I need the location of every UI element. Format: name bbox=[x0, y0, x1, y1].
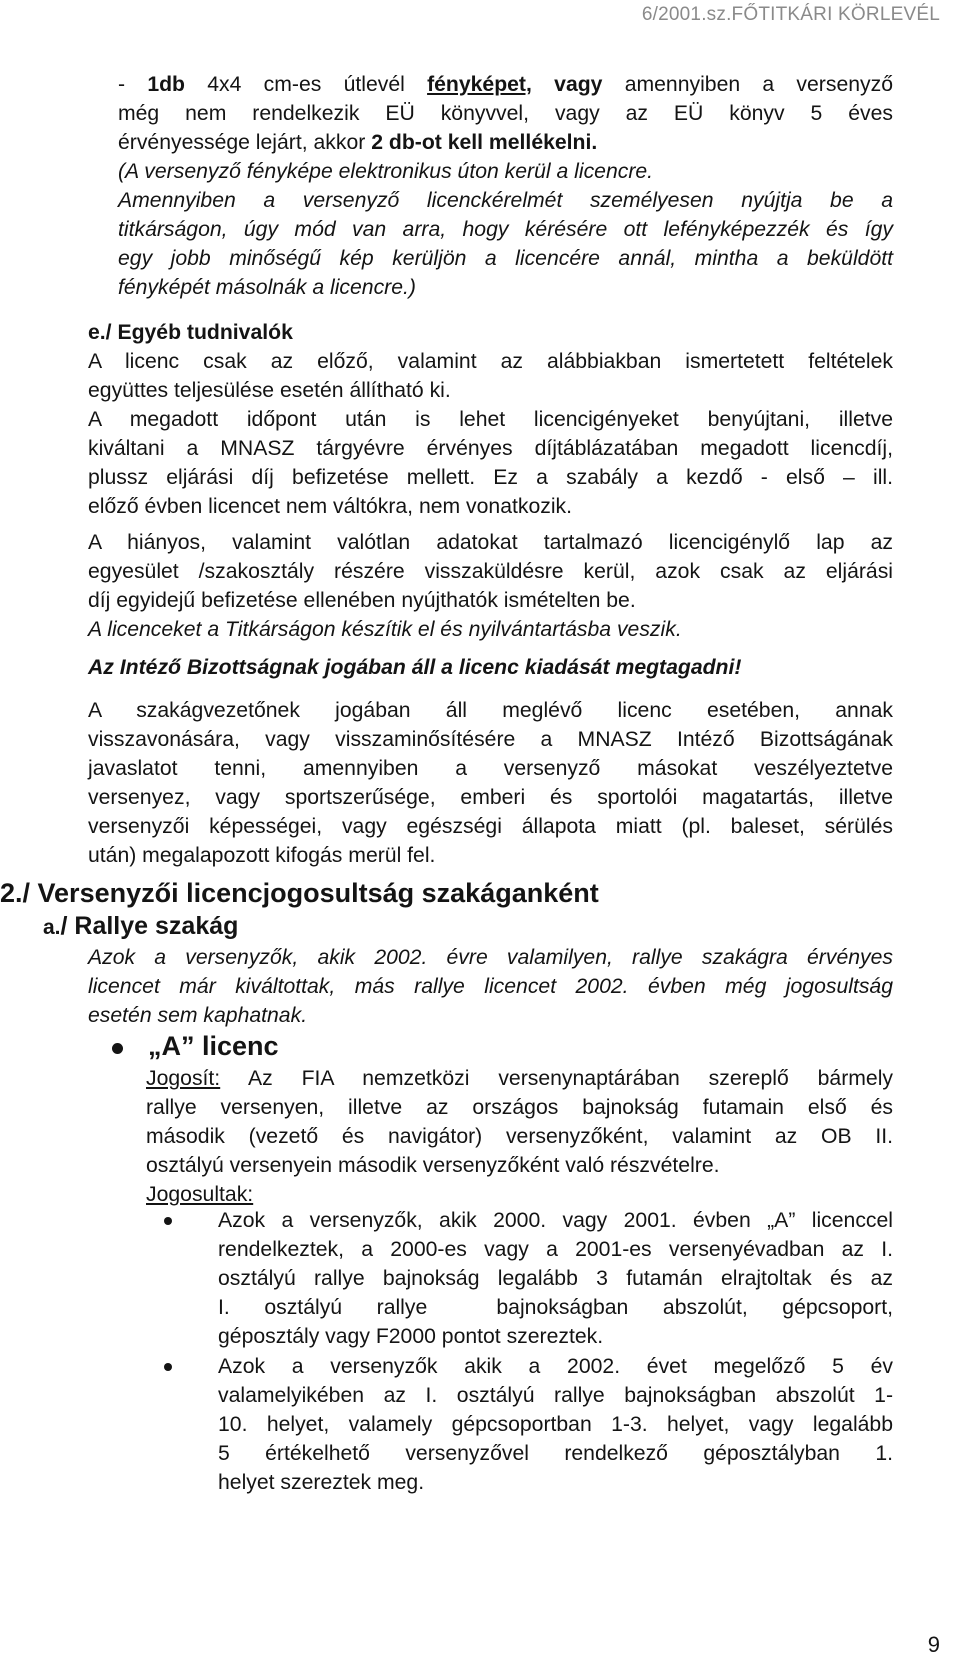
text-line: rendelkeztek, a 2000-es vagy a 2001-es versenyévadban az I. bbox=[218, 1238, 893, 1261]
text-line: második (vezető és navigátor) versenyzőként, valamint az OB II. bbox=[146, 1125, 893, 1148]
italic-line: A licenceket a Titkárságon készítik el és nyilvántartásba veszik. bbox=[88, 618, 682, 641]
text-line: egyesület /szakosztály részére visszaküldésre kerül, azok csak az eljárási bbox=[88, 560, 893, 583]
text-line: géposztály vagy F2000 pontot szereztek. bbox=[218, 1325, 604, 1348]
bullet-icon bbox=[164, 1217, 172, 1225]
branch-leader-block bbox=[88, 696, 893, 870]
text-line: előző évben licencet nem váltókra, nem vonatkozik. bbox=[88, 495, 573, 518]
text-line: osztályú rallye bajnokság legalább 3 futamán elrajtoltak és az bbox=[218, 1267, 893, 1290]
eligibility-item bbox=[218, 1352, 893, 1497]
a-licence-entitles-block bbox=[146, 1064, 893, 1209]
italic-line: esetén sem kaphatnak. bbox=[88, 1004, 308, 1027]
text-line: még nem rendelkezik EÜ könyvvel, vagy az EÜ könyv 5 éves bbox=[118, 102, 893, 125]
italic-line: Azok a versenyzők, akik 2002. évre valamilyen, rallye szakágra érvényes bbox=[88, 946, 893, 969]
text-line: Jogosít: Az FIA nemzetközi versenynaptárában szereplő bármely bbox=[146, 1067, 893, 1090]
text-line: 10. helyet, valamely gépcsoportban 1-3. helyet, vagy legalább bbox=[218, 1413, 893, 1436]
text-line: érvényessége lejárt, akkor 2 db-ot kell mellékelni. bbox=[118, 131, 598, 154]
eligibility-item bbox=[218, 1206, 893, 1351]
text-line: osztályú versenyein második versenyzőként való részvételre. bbox=[146, 1154, 720, 1177]
text-line: A licenc csak az előző, valamint az alábbiakban ismertetett feltételek bbox=[88, 350, 893, 373]
text-line: I. osztályú rallye bajnokságban abszolút, gépcsoport, bbox=[218, 1296, 893, 1319]
text-line: után) megalapozott kifogás merül fel. bbox=[88, 844, 436, 867]
italic-line: titkárságon, úgy mód van arra, hogy kérésére ott lefényképezzék és így bbox=[118, 218, 893, 241]
section-e-body bbox=[88, 347, 893, 521]
text-line: helyet szereztek meg. bbox=[218, 1471, 425, 1494]
text-line: - 1db 4x4 cm-es útlevél fényképet, vagy amennyiben a versenyző bbox=[118, 73, 893, 96]
page-header: 6/2001.sz.FŐTITKÁRI KÖRLEVÉL bbox=[641, 4, 940, 25]
text-line: kiváltani a MNASZ tárgyévre érvényes díjtáblázatában megadott licencdíj, bbox=[88, 437, 893, 460]
text-line: Azok a versenyzők akik a 2002. évet megelőző 5 év bbox=[218, 1355, 893, 1378]
text-line: rallye versenyen, illetve az országos bajnokság futamain első és bbox=[146, 1096, 893, 1119]
text-line: Azok a versenyzők, akik 2000. vagy 2001. évben „A” licenccel bbox=[218, 1209, 893, 1232]
text-line bbox=[146, 1180, 893, 1209]
photo-requirement-block bbox=[118, 70, 893, 302]
warning-line: Az Intéző Bizottságnak jogában áll a licenc kiadását megtagadni! bbox=[88, 656, 742, 679]
incomplete-application-block bbox=[88, 528, 893, 644]
page-number: 9 bbox=[927, 1632, 940, 1657]
eligible-label: Jogosultak: bbox=[146, 1183, 254, 1206]
text-line: visszavonására, vagy visszaminősítésére a MNASZ Intéző Bizottságának bbox=[88, 728, 893, 751]
italic-line: fényképét másolnák a licencre.) bbox=[118, 276, 416, 299]
entitles-label: Jogosít: bbox=[146, 1067, 221, 1090]
a-licence-title: „A” licenc bbox=[148, 1031, 279, 1061]
text-line: valamelyikében az I. osztályú rallye bajnokságban abszolút 1- bbox=[218, 1384, 893, 1407]
italic-line: (A versenyző fényképe elektronikus úton kerül a licencre. bbox=[118, 160, 654, 183]
text-line: javaslatot tenni, amennyiben a versenyző másokat veszélyeztetve bbox=[88, 757, 893, 780]
text-line: díj egyidejű befizetése ellenében nyújthatók ismételten be. bbox=[88, 589, 636, 612]
text-line: A hiányos, valamint valótlan adatokat tartalmazó licencigénylő lap az bbox=[88, 531, 893, 554]
italic-line: licencet már kiváltottak, más rallye licencet 2002. évben még jogosultság bbox=[88, 975, 893, 998]
text-line: A megadott időpont után is lehet licencigényeket benyújtani, illetve bbox=[88, 408, 893, 431]
text-line: plussz eljárási díj befizetése mellett. Ez a szabály a kezdő - első – ill. bbox=[88, 466, 893, 489]
section-e-heading: e./ Egyéb tudnivalók bbox=[88, 321, 293, 344]
text-line: együttes teljesülése esetén állítható ki. bbox=[88, 379, 451, 402]
text-line: versenyzői képességei, vagy egészségi állapota miatt (pl. baleset, sérülés bbox=[88, 815, 893, 838]
text-line: versenyez, vagy sportszerűsége, emberi és sportolói magatartás, illetve bbox=[88, 786, 893, 809]
section-2a-title: a./ Rallye szakág bbox=[43, 912, 239, 940]
bullet-icon bbox=[112, 1043, 123, 1054]
section-2-title: 2./ Versenyzői licencjogosultság szakáganként bbox=[0, 878, 599, 908]
text-line: 5 értékelhető versenyzővel rendelkező géposztályban 1. bbox=[218, 1442, 893, 1465]
italic-line: egy jobb minőségű kép kerüljön a licencére annál, mintha a beküldött bbox=[118, 247, 893, 270]
text-line: A szakágvezetőnek jogában áll meglévő licenc esetében, annak bbox=[88, 699, 893, 722]
bullet-icon bbox=[164, 1363, 172, 1371]
section-2a-intro bbox=[88, 943, 893, 1030]
italic-line: Amennyiben a versenyző licenckérelmét személyesen nyújtja be a bbox=[118, 189, 893, 212]
